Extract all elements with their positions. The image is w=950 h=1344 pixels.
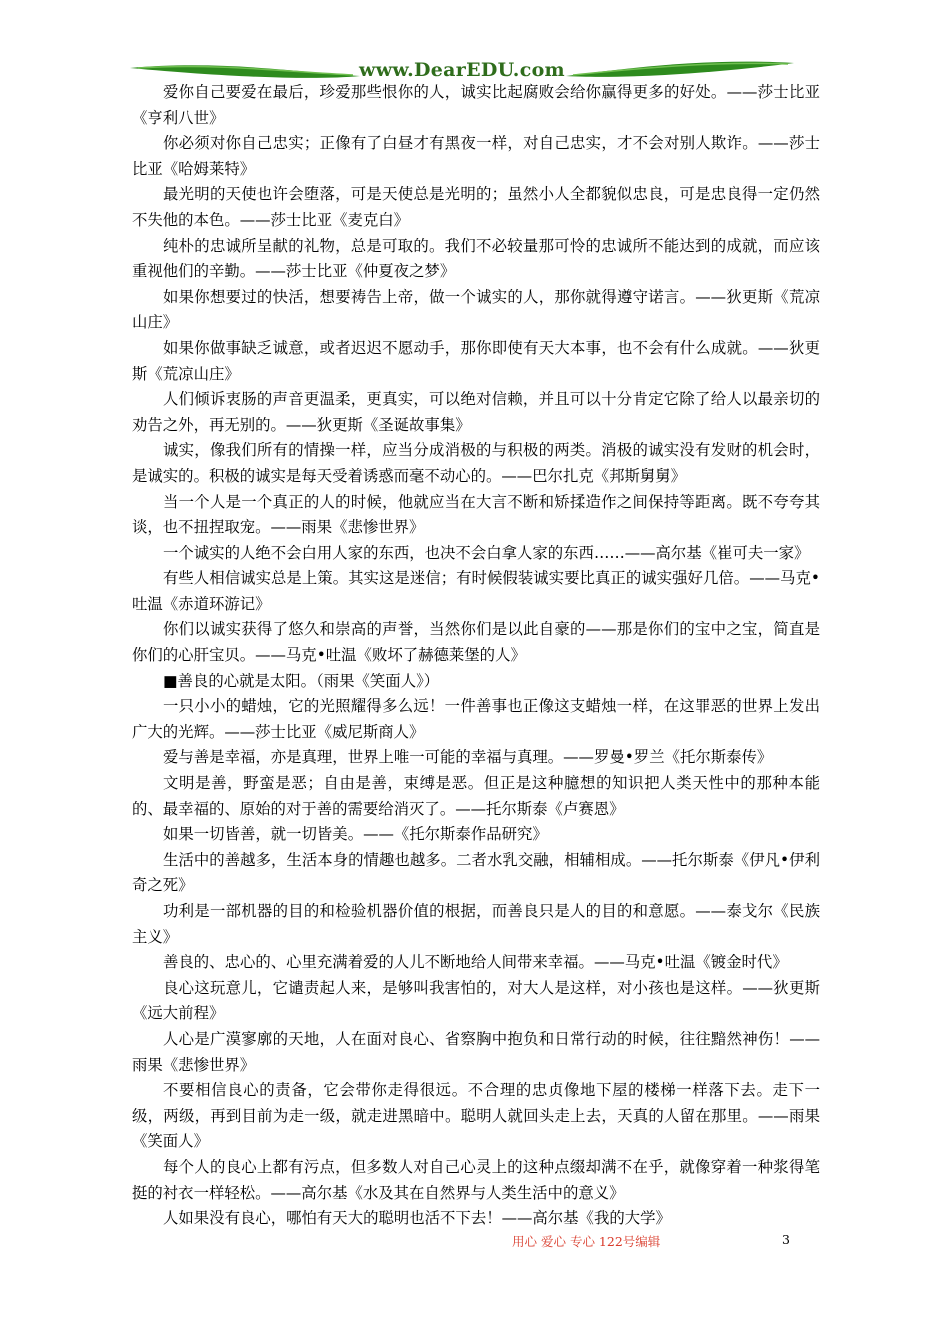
page-number: 3: [782, 1232, 790, 1247]
quote-list: [132, 80, 820, 1232]
quote-paragraph: 如果一切皆善，就一切皆美。——《托尔斯泰作品研究》: [163, 825, 548, 844]
quote-paragraph: 爱你自己要爱在最后，珍爱那些恨你的人，诚实比起腐败会给你赢得更多的好处。——莎士比亚《亨利八世》: [132, 83, 820, 127]
quote-paragraph: 如果你想要过的快活，想要祷告上帝，做一个诚实的人，那你就得遵守诺言。——狄更斯《荒凉山庄》: [132, 287, 820, 332]
quote-paragraph: 文明是善，野蛮是恶；自由是善，束缚是恶。但正是这种臆想的知识把人类天性中的那种本能的、最幸福的、原始的对于善的需要给消灭了。——托尔斯泰《卢赛恩》: [132, 774, 820, 818]
quote-paragraph: 一只小小的蜡烛，它的光照耀得多么远！一件善事也正像这支蜡烛一样，在这罪恶的世界上发出广大的光辉。——莎士比亚《威尼斯商人》: [132, 697, 820, 741]
quote-paragraph: 善良的、忠心的、心里充满着爱的人儿不断地给人间带来幸福。——马克•吐温《镀金时代》: [163, 953, 788, 972]
quote-paragraph: 你必须对你自己忠实；正像有了白昼才有黑夜一样，对自己忠实，才不会对别人欺诈。——莎士比亚《哈姆莱特》: [132, 134, 820, 178]
quote-paragraph: 诚实，像我们所有的情操一样，应当分成消极的与积极的两类。消极的诚实没有发财的机会时，是诚实的。积极的诚实是每天受着诱惑而毫不动心的。——巴尔扎克《邦斯舅舅》: [132, 441, 820, 485]
quote-paragraph: 一个诚实的人绝不会白用人家的东西，也决不会白拿人家的东西……——高尔基《崔可夫一家》: [163, 543, 810, 562]
quote-paragraph: 如果你做事缺乏诚意，或者迟迟不愿动手，那你即使有天大本事，也不会有什么成就。——狄更斯《荒凉山庄》: [132, 338, 820, 383]
section-heading: ■善良的心就是太阳。（雨果《笑面人》）: [163, 671, 440, 690]
quote-paragraph: 良心这玩意儿，它谴责起人来，是够叫我害怕的，对大人是这样，对小孩也是这样。——狄更斯《远大前程》: [132, 978, 820, 1023]
quote-paragraph: 爱与善是幸福，亦是真理，世界上唯一可能的幸福与真理。——罗曼•罗兰《托尔斯泰传》: [163, 748, 773, 767]
quote-paragraph: 生活中的善越多，生活本身的情趣也越多。二者水乳交融，相辅相成。——托尔斯泰《伊凡•伊利奇之死》: [132, 850, 820, 895]
quote-paragraph: 人们倾诉衷肠的声音更温柔，更真实，可以绝对信赖，并且可以十分肯定它除了给人以最亲切的劝告之外，再无别的。——狄更斯《圣诞故事集》: [132, 390, 820, 434]
quote-paragraph: 人心是广漠寥廓的天地，人在面对良心、省察胸中抱负和日常行动的时候，往往黯然神伤！——雨果《悲惨世界》: [132, 1029, 820, 1074]
footer-editor-note: 用心 爱心 专心 122号编辑: [512, 1234, 661, 1249]
quote-paragraph: 有些人相信诚实总是上策。其实这是迷信；有时候假装诚实要比真正的诚实强好几倍。——马克•吐温《赤道环游记》: [132, 569, 820, 613]
quote-paragraph: 功利是一部机器的目的和检验机器价值的根据，而善良只是人的目的和意愿。——泰戈尔《民族主义》: [132, 902, 820, 946]
site-title: www.DearEDU.com: [359, 59, 565, 81]
quote-paragraph: 每个人的良心上都有污点，但多数人对自己心灵上的这种点缀却满不在乎，就像穿着一种浆得笔挺的衬衣一样轻松。——高尔基《水及其在自然界与人类生活中的意义》: [132, 1157, 820, 1202]
quote-paragraph: 不要相信良心的责备，它会带你走得很远。不合理的忠贞像地下屋的楼梯一样落下去。走下一级，两级，再到目前为走一级，就走进黑暗中。聪明人就回头走上去，天真的人留在那里。——雨果《笑面人》: [132, 1081, 820, 1151]
quote-paragraph: 纯朴的忠诚所呈献的礼物，总是可取的。我们不必较量那可怜的忠诚所不能达到的成就，而应该重视他们的辛勤。——莎士比亚《仲夏夜之梦》: [132, 236, 820, 281]
quote-paragraph: 当一个人是一个真正的人的时候，他就应当在大言不断和矫揉造作之间保持等距离。既不夸夸其谈，也不扭捏取宠。——雨果《悲惨世界》: [132, 492, 820, 537]
quote-paragraph: 你们以诚实获得了悠久和崇高的声誉，当然你们是以此自豪的——那是你们的宝中之宝，简直是你们的心肝宝贝。——马克•吐温《败坏了赫德莱堡的人》: [132, 620, 820, 665]
quote-paragraph: 最光明的天使也许会堕落，可是天使总是光明的；虽然小人全都貌似忠良，可是忠良得一定仍然不失他的本色。——莎士比亚《麦克白》: [132, 185, 820, 229]
quote-paragraph: 人如果没有良心，哪怕有天大的聪明也活不下去！——高尔基《我的大学》: [163, 1209, 671, 1228]
